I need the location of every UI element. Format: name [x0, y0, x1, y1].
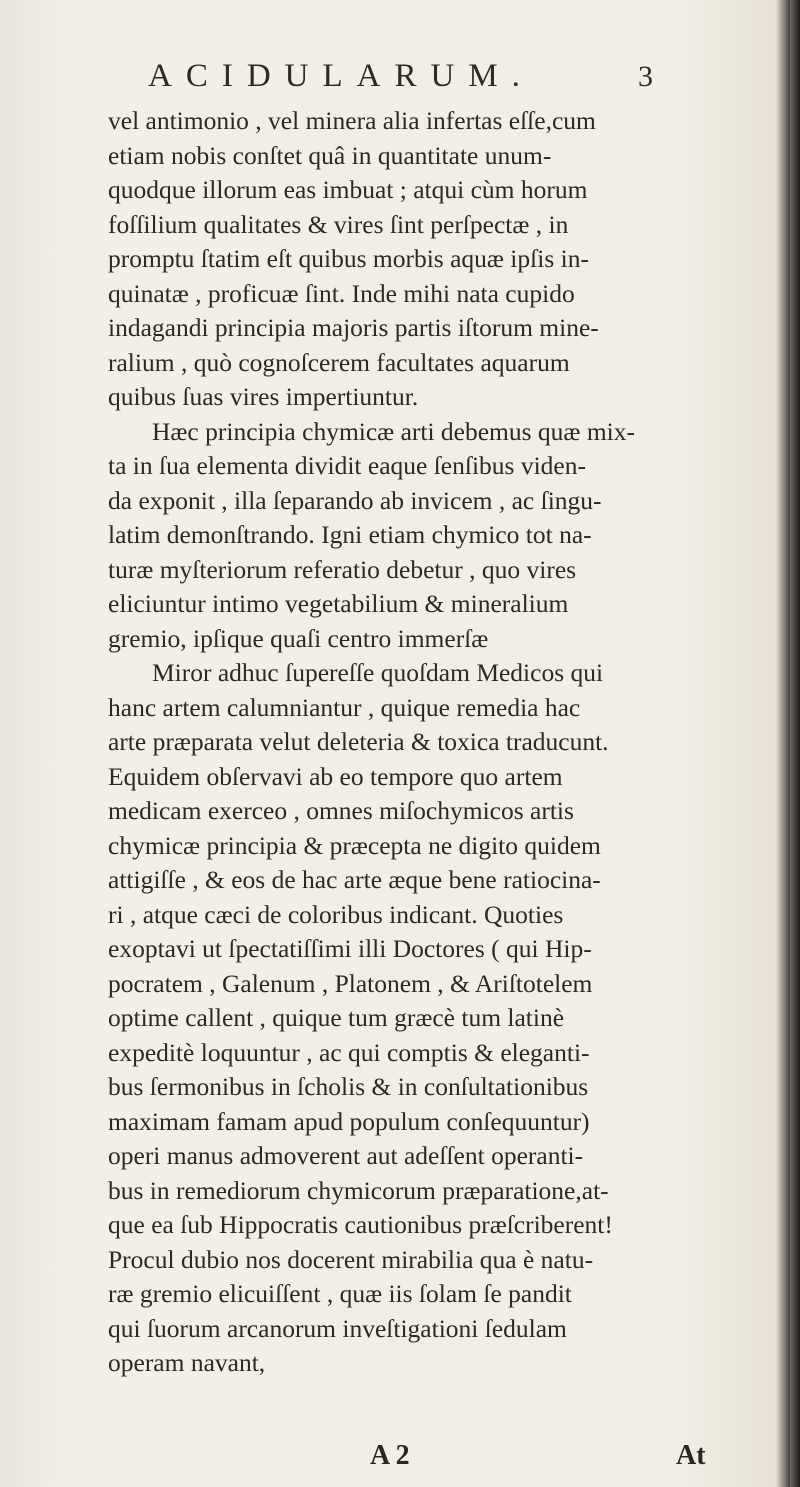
text-line: eliciuntur intimo vegetabilium & mineralium	[108, 589, 569, 618]
page-edge-shadow	[790, 0, 800, 1487]
text-line: foſſilium qualitates & vires ſint perſpectæ , in	[108, 209, 569, 239]
paragraph-start-line: Miror adhuc ſupereſſe quoſdam Medicos qui	[152, 658, 604, 687]
text-line: da exponit , illa ſeparando ab invicem , ac ſingu-	[108, 485, 602, 515]
text-line: hanc artem calumniantur , quique remedia hac	[108, 692, 581, 722]
text-line: ræ gremio elicuiſſent , quæ iis ſolam ſe pandit	[108, 1279, 572, 1308]
text-line: que ea ſub Hippocratis cautionibus præſcriberent!	[108, 1210, 613, 1239]
paragraph-start-line: Hæc principia chymicæ arti debemus quæ mix-	[152, 416, 635, 446]
text-line: operi manus admoverent aut adeſſent operanti-	[108, 1141, 584, 1170]
text-line: gremio, ipſique quaſi centro immerſæ	[108, 623, 489, 653]
text-line: bus in remediorum chymicorum præparatione,at-	[108, 1175, 609, 1205]
page-footer	[0, 1440, 800, 1476]
text-line: expeditè loquuntur , ac qui comptis & eleganti-	[108, 1037, 590, 1067]
text-line: exoptavi ut ſpectatiſſimi illi Doctores ( qui Hip-	[108, 934, 592, 963]
catchword: At	[676, 1440, 706, 1471]
text-line: turæ myſteriorum referatio debetur , quo vires	[108, 554, 577, 584]
text-line: quibus ſuas vires impertiuntur.	[108, 382, 419, 411]
text-line: Equidem obſervavi ab eo tempore quo artem	[108, 761, 563, 791]
text-line: vel antimonio , vel minera alia infertas eſſe,cum	[108, 106, 596, 135]
text-line: ta in ſua elementa dividit eaque ſenſibus viden-	[108, 451, 586, 480]
text-line: etiam nobis conſtet quâ in quantitate unum-	[108, 140, 552, 170]
text-line: quinatæ , proficuæ ſint. Inde mihi nata cupido	[108, 278, 575, 308]
text-line: ri , atque cæci de coloribus indicant. Quoties	[108, 899, 564, 929]
text-line: optime callent , quique tum græcè tum latinè	[108, 1003, 565, 1032]
text-line: quodque illorum eas imbuat ; atqui cùm horum	[108, 175, 588, 204]
text-line: ralium , quò cognoſcerem facultates aquarum	[108, 347, 570, 377]
text-line: indagandi principia majoris partis iſtorum mine-	[108, 313, 599, 342]
text-line: bus ſermonibus in ſcholis & in conſultationibus	[108, 1072, 589, 1101]
signature-mark: A 2	[370, 1440, 410, 1471]
page-header	[0, 58, 800, 98]
text-line: latim demonſtrando. Igni etiam chymico tot na-	[108, 520, 592, 549]
running-head: ACIDULARUM.	[148, 58, 534, 94]
text-line: attigiſſe , & eos de hac arte æque bene ratiocina-	[108, 865, 601, 894]
text-line: arte præparata velut deleteria & toxica traducunt.	[108, 727, 609, 756]
text-line: medicam exerceo , omnes miſochymicos artis	[108, 796, 574, 825]
text-line: pocratem , Galenum , Platonem , & Ariſtotelem	[108, 968, 593, 998]
page-number: 3	[638, 60, 653, 93]
body-text	[108, 104, 788, 1381]
text-line: Procul dubio nos docerent mirabilia qua è natu-	[108, 1244, 594, 1274]
text-line: qui ſuorum arcanorum inveſtigationi ſedulam	[108, 1313, 567, 1343]
text-line: promptu ſtatim eſt quibus morbis aquæ ipſis in-	[108, 244, 589, 273]
text-line: chymicæ principia & præcepta ne digito quidem	[108, 830, 601, 860]
text-line: operam navant,	[108, 1348, 266, 1377]
text-line: maximam famam apud populum conſequuntur)	[108, 1106, 590, 1136]
